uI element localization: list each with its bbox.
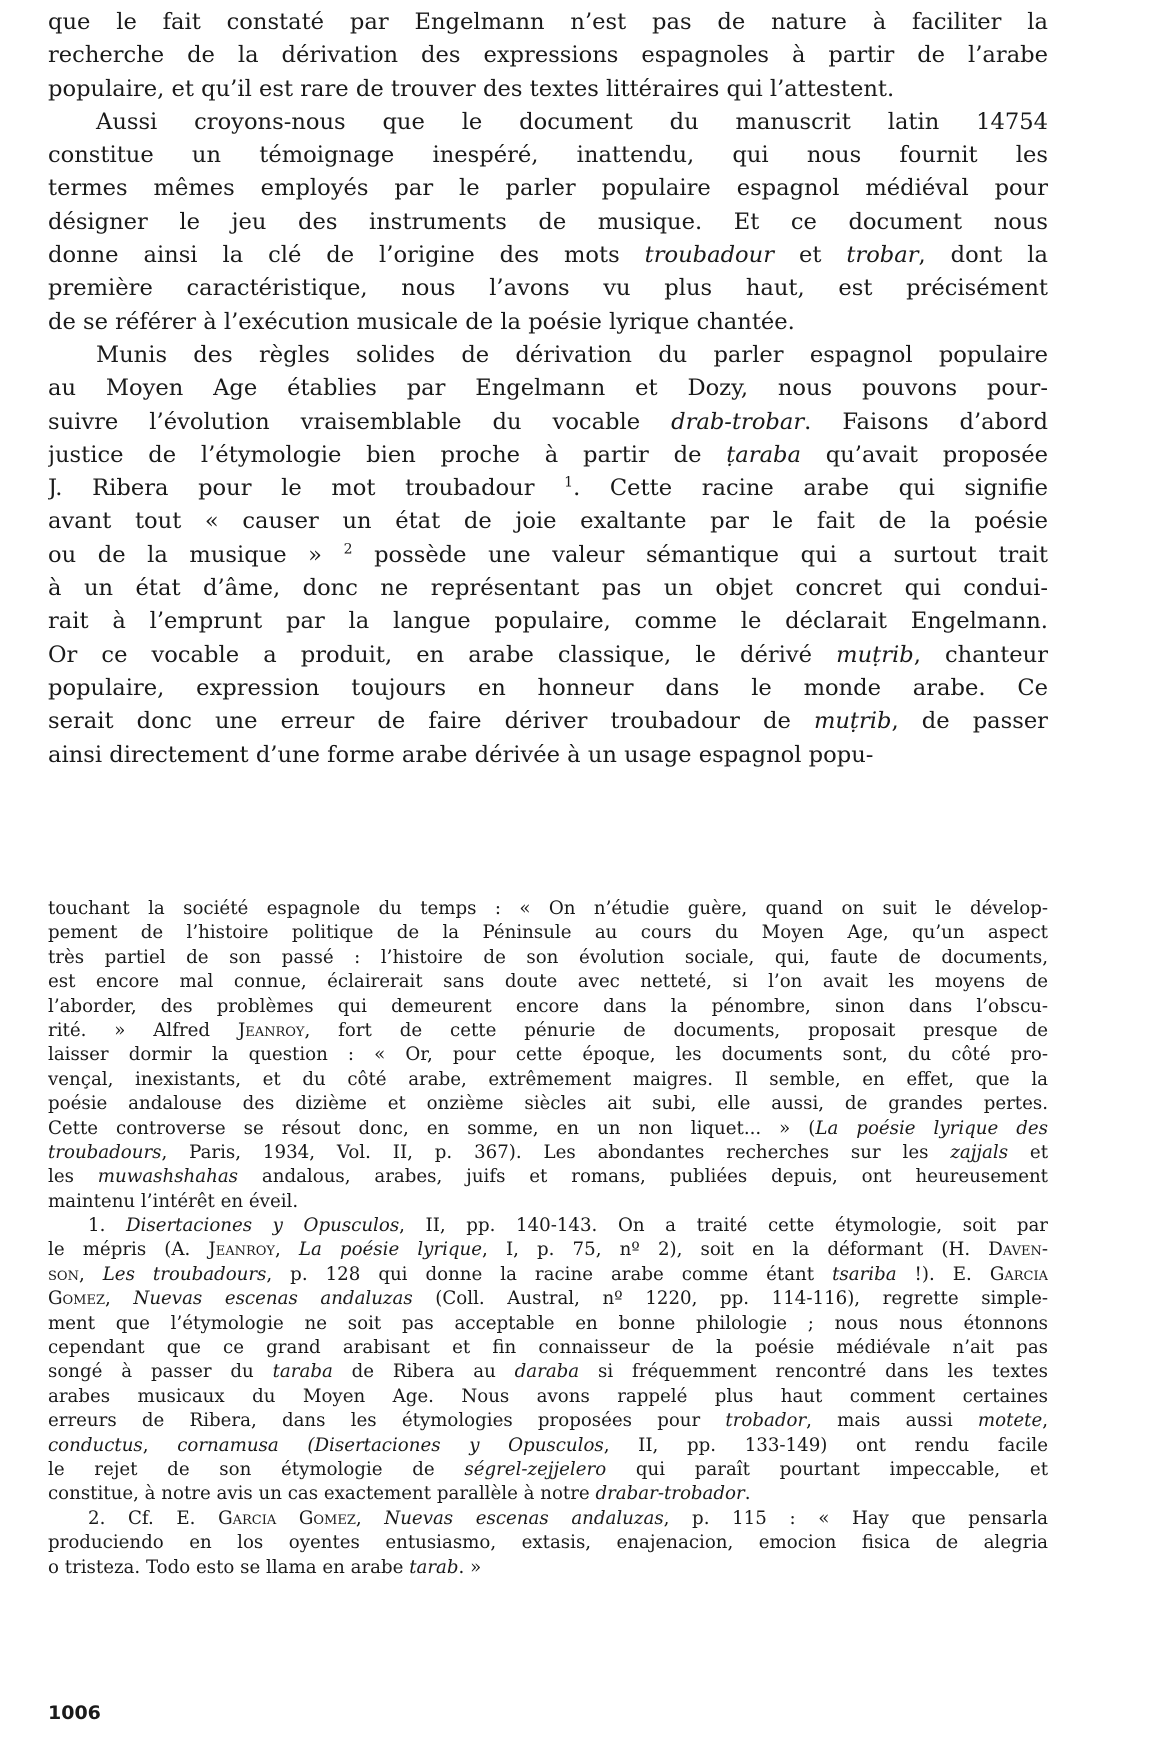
text-run: de Ribera au	[332, 1361, 515, 1383]
note-line	[48, 1263, 1048, 1287]
body-line	[48, 239, 1048, 272]
italic-text: zajjals	[950, 1141, 1009, 1163]
italic-text: Les troubadours	[102, 1263, 267, 1285]
text-run: recherche de la dérivation des expressions espagnoles à partir de l’arabe	[48, 42, 1048, 69]
italic-text: Nuevas escenas andaluzas	[133, 1288, 413, 1310]
text-run: l’aborder, des problèmes qui demeurent encore dans la pénombre, sinon dans l’obscu-	[48, 995, 1048, 1017]
text-run: , II, pp. 133-149) ont rendu facile	[603, 1434, 1048, 1456]
footnotes	[48, 897, 1048, 1580]
text-run: au Moyen Age établies par Engelmann et Dozy, nous pouvons pour-	[48, 375, 1048, 402]
text-run: est encore mal connue, éclairerait sans doute avec netteté, si l’on avait les moyens de	[48, 971, 1048, 993]
text-run: , p. 128 qui donne la racine arabe comme étant	[266, 1263, 833, 1285]
main-text	[48, 6, 1048, 772]
text-run: , fort de cette pénurie de documents, proposait presque de	[304, 1019, 1048, 1041]
text-run: cependant que ce grand arabisant et fin connaisseur de la poésie médiévale n’ait pas	[48, 1337, 1048, 1359]
text-run: , chanteur	[913, 641, 1048, 668]
italic-text: muṭrib	[836, 641, 914, 668]
body-line	[48, 6, 1048, 39]
text-run: (Coll. Austral, nº 1220, pp. 114-116), regrette simple-	[412, 1288, 1048, 1310]
text-run: populaire, et qu’il est rare de trouver des textes littéraires qui l’attestent.	[48, 75, 895, 102]
text-run: ,	[1042, 1410, 1048, 1432]
italic-text: Disertaciones y Opusculos	[125, 1215, 400, 1237]
text-run: qui paraît pourtant impeccable, et	[606, 1458, 1048, 1480]
text-run: justice de l’étymologie bien proche à partir de	[48, 441, 727, 468]
note-line	[48, 1507, 1048, 1531]
text-run: , II, pp. 140-143. On a traité cette étymologie, soit par	[399, 1215, 1048, 1237]
body-line	[48, 705, 1048, 738]
note-line	[48, 897, 1048, 921]
text-run: , mais aussi	[806, 1410, 978, 1432]
italic-text: troubadour	[644, 242, 775, 269]
text-run: touchant la société espagnole du temps : « On n’étudie guère, quand on suit le dévelop-	[48, 898, 1048, 919]
text-run: à un état d’âme, donc ne représentant pas un objet concret qui condui-	[48, 575, 1048, 602]
note-line	[48, 1165, 1048, 1189]
text-run: ,	[142, 1434, 178, 1456]
text-run: poésie andalouse des dizième et onzième siècles ait subi, elle aussi, de grandes pertes.	[48, 1093, 1048, 1115]
text-run: , de passer	[891, 708, 1048, 735]
body-line	[48, 739, 1048, 772]
body-line	[48, 339, 1048, 372]
body-line	[48, 472, 1048, 505]
italic-text: taraba	[272, 1361, 333, 1383]
italic-text: Nuevas escenas andaluzas	[384, 1507, 664, 1529]
note-line	[48, 1117, 1048, 1141]
note-line	[48, 1141, 1048, 1165]
italic-text: trobar	[846, 242, 919, 269]
text-run: .	[744, 1483, 751, 1505]
note-line	[48, 1068, 1048, 1092]
body-line	[48, 406, 1048, 439]
note-line	[48, 1312, 1048, 1336]
italic-text: trobador	[725, 1410, 807, 1432]
italic-text: La poésie lyrique	[298, 1239, 483, 1261]
text-run: que le fait constaté par Engelmann n’est pas de nature à faciliter la	[48, 9, 1048, 35]
italic-text: ṭaraba	[726, 441, 801, 468]
italic-text: La poésie lyrique des	[815, 1117, 1048, 1139]
note-line	[48, 1409, 1048, 1433]
text-run: Cette controverse se résout donc, en somme, en un non liquet... » (	[48, 1117, 816, 1139]
body-line	[48, 306, 1048, 339]
text-run: vençal, inexistants, et du côté arabe, extrêmement maigres. Il semble, en effet, que la	[48, 1068, 1048, 1090]
author-name: Jeanroy	[237, 1019, 305, 1041]
text-run: laisser dormir la question : « Or, pour cette époque, les documents sont, du côté pro-	[48, 1044, 1048, 1066]
text-run: les	[48, 1166, 98, 1188]
body-line	[48, 639, 1048, 672]
body-line	[48, 172, 1048, 205]
text-run: qu’avait proposée	[800, 441, 1048, 468]
italic-text: drab-trobar	[671, 408, 805, 435]
body-line	[48, 505, 1048, 538]
text-run: donne ainsi la clé de l’origine des mots	[48, 242, 645, 269]
body-line	[48, 272, 1048, 305]
note-line	[48, 1336, 1048, 1360]
note-line	[48, 1287, 1048, 1311]
text-run: le rejet de son étymologie de	[48, 1458, 465, 1480]
text-run: o tristeza. Todo esto se llama en arabe	[48, 1556, 410, 1578]
text-run: serait donc une erreur de faire dériver troubadour de	[48, 708, 814, 735]
body-line	[48, 39, 1048, 72]
text-run: ,	[275, 1239, 299, 1261]
text-run: de se référer à l’exécution musicale de la poésie lyrique chantée.	[48, 308, 795, 335]
footnote-ref: 2	[343, 541, 353, 558]
body-line	[48, 106, 1048, 139]
text-run: le mépris (A.	[48, 1239, 209, 1261]
note-line	[48, 1360, 1048, 1384]
text-run: populaire, expression toujours en honneur dans le monde arabe. Ce	[48, 674, 1048, 701]
italic-text: ségrel-zejjelero	[464, 1458, 607, 1480]
text-run: produciendo en los oyentes entusiasmo, extasis, enajenacion, emocion fisica de alegria	[48, 1532, 1048, 1554]
text-run: constitue, à notre avis un cas exactement parallèle à notre	[48, 1483, 596, 1505]
body-line	[48, 572, 1048, 605]
text-run: rait à l’emprunt par la langue populaire, comme le déclarait Engelmann.	[48, 608, 1048, 635]
text-run: et	[774, 242, 847, 269]
text-run: termes mêmes employés par le parler populaire espagnol médiéval pour	[48, 175, 1048, 202]
text-run: ,	[105, 1288, 134, 1310]
text-run: . Faisons d’abord	[804, 408, 1048, 435]
text-run: possède une valeur sémantique qui a surtout trait	[352, 541, 1048, 568]
text-run: désigner le jeu des instruments de musique. Et ce document nous	[48, 208, 1048, 235]
body-line	[48, 73, 1048, 106]
italic-text: muṭrib	[813, 708, 892, 735]
author-name: Jeanroy	[208, 1239, 275, 1261]
author-name: Garcia Gomez	[218, 1507, 356, 1529]
author-name: Garcia	[989, 1263, 1048, 1285]
italic-text: drabar-trobador	[595, 1483, 745, 1505]
note-line	[48, 1385, 1048, 1409]
text-run: ment que l’étymologie ne soit pas acceptable en bonne philologie ; nous nous étonnons	[48, 1312, 1048, 1334]
note-line	[48, 1092, 1048, 1116]
body-line	[48, 439, 1048, 472]
text-run: , p. 115 : « Hay que pensarla	[663, 1507, 1048, 1529]
note-line	[48, 921, 1048, 945]
text-run: Aussi croyons-nous que le document du manuscrit latin 14754	[96, 108, 1048, 135]
text-run: 2. Cf. E.	[88, 1507, 219, 1529]
text-run: constitue un témoignage inespéré, inattendu, qui nous fournit les	[48, 142, 1048, 169]
note-line	[48, 1434, 1048, 1458]
italic-text: daraba	[514, 1361, 580, 1383]
italic-text: cornamusa (Disertaciones y Opusculos	[177, 1434, 604, 1456]
note-line	[48, 1190, 1048, 1214]
text-run: songé à passer du	[48, 1361, 273, 1383]
note-line	[48, 995, 1048, 1019]
text-run: ou de la musique »	[48, 541, 344, 568]
text-run: Munis des règles solides de dérivation du parler espagnol populaire	[96, 341, 1048, 368]
author-name: son	[48, 1263, 79, 1285]
note-line	[48, 1238, 1048, 1262]
text-run: , Paris, 1934, Vol. II, p. 367). Les abondantes recherches sur les	[161, 1141, 951, 1163]
note-line	[48, 946, 1048, 970]
note-line	[48, 1482, 1048, 1506]
body-line	[48, 539, 1048, 572]
text-run: ainsi directement d’une forme arabe dérivée à un usage espagnol popu-	[48, 741, 874, 768]
text-run: ,	[355, 1507, 385, 1529]
text-run: première caractéristique, nous l’avons vu plus haut, est précisément	[48, 275, 1048, 302]
text-run: très partiel de son passé : l’histoire de son évolution sociale, qui, faute de documents,	[48, 946, 1048, 968]
text-run: ,	[78, 1263, 103, 1285]
text-run: et	[1008, 1141, 1048, 1163]
text-run: maintenu l’intérêt en éveil.	[48, 1190, 299, 1212]
footnote-ref: 1	[564, 474, 574, 491]
text-run: avant tout « causer un état de joie exaltante par le fait de la poésie	[48, 508, 1048, 535]
text-run: Or ce vocable a produit, en arabe classique, le dérivé	[48, 641, 837, 668]
body-line	[48, 206, 1048, 239]
text-run: si fréquemment rencontré dans les textes	[579, 1361, 1048, 1383]
italic-text: motete	[977, 1410, 1043, 1432]
text-run: . Cette racine arabe qui signifie	[573, 475, 1048, 502]
text-run: 1.	[88, 1215, 126, 1237]
body-line	[48, 372, 1048, 405]
text-run: . »	[458, 1556, 482, 1578]
body-line	[48, 605, 1048, 638]
author-name: Daven-	[988, 1239, 1048, 1261]
note-line	[48, 1531, 1048, 1555]
text-run: , dont la	[918, 242, 1048, 269]
body-line	[48, 672, 1048, 705]
text-run: J. Ribera pour le mot troubadour	[48, 475, 565, 502]
italic-text: troubadours	[48, 1141, 162, 1163]
note-line	[48, 1458, 1048, 1482]
text-run: rité. » Alfred	[48, 1019, 238, 1041]
text-run: pement de l’histoire politique de la Péninsule au cours du Moyen Age, qu’un aspect	[48, 922, 1048, 944]
text-run: arabes musicaux du Moyen Age. Nous avons rappelé plus haut comment certaines	[48, 1385, 1048, 1407]
page-number: 1006	[48, 1702, 101, 1724]
text-run: suivre l’évolution vraisemblable du vocable	[48, 408, 672, 435]
text-run: !). E.	[896, 1263, 990, 1285]
note-line	[48, 970, 1048, 994]
italic-text: conductus	[48, 1434, 143, 1456]
author-name: Gomez	[48, 1288, 106, 1310]
note-line	[48, 1556, 1048, 1580]
body-line	[48, 139, 1048, 172]
italic-text: tarab	[409, 1556, 459, 1578]
text-run: , I, p. 75, nº 2), soit en la déformant (H.	[482, 1239, 989, 1261]
italic-text: tsariba	[832, 1263, 897, 1285]
note-line	[48, 1019, 1048, 1043]
note-line	[48, 1043, 1048, 1067]
italic-text: muwashshahas	[97, 1166, 238, 1188]
note-line	[48, 1214, 1048, 1238]
text-run: andalous, arabes, juifs et romans, publiées depuis, ont heureusement	[238, 1166, 1048, 1188]
text-run: erreurs de Ribera, dans les étymologies proposées pour	[48, 1410, 726, 1432]
